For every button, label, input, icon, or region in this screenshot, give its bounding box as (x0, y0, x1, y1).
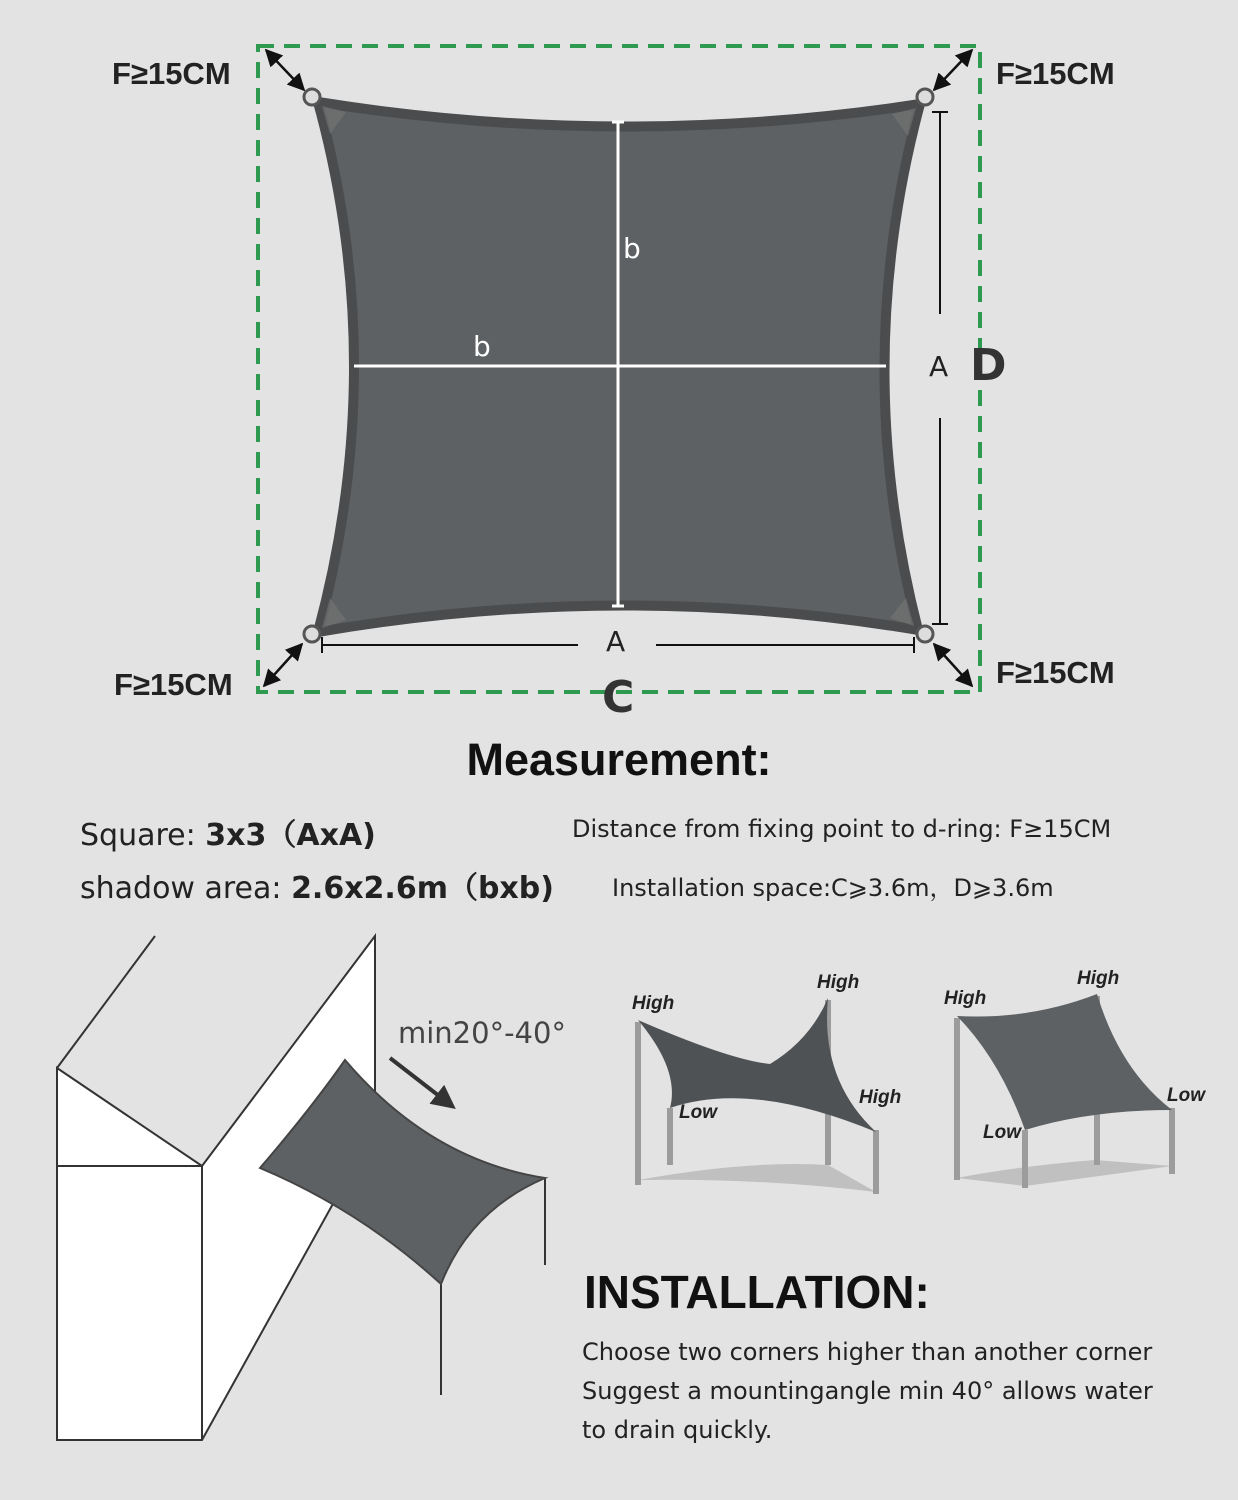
square-value: 3x3（AxA) (205, 818, 376, 853)
instruction-line: Choose two corners higher than another corner (582, 1338, 1153, 1366)
clearance-label-top-left: F≥15CM (112, 56, 231, 91)
clearance-label-bottom-left: F≥15CM (114, 667, 233, 702)
shade-vertical-label: b (623, 232, 641, 265)
d-ring-icon (917, 626, 933, 642)
d-ring-icon (304, 626, 320, 642)
installation-heading: INSTALLATION: (584, 1266, 930, 1318)
side-right-label: A (929, 350, 949, 383)
shadow-value: 2.6x2.6m（bxb) (291, 871, 554, 906)
pole2-low-label-2: Low (983, 1122, 1021, 1143)
shadow-label: shadow area: (80, 871, 282, 906)
installation-instructions (582, 1333, 1222, 1450)
instruction-line: Suggest a mountingangle min 40° allows water (582, 1377, 1153, 1405)
square-spec (80, 810, 376, 854)
d-ring-icon (304, 89, 320, 105)
square-label: Square: (80, 818, 196, 853)
distance-spec: Distance from fixing point to d-ring: F≥15CM (572, 815, 1112, 843)
pole2-high-label: High (944, 988, 987, 1009)
pole2-low-label: Low (1167, 1085, 1205, 1106)
pole1-high-label: High (632, 993, 675, 1014)
clearance-label-top-right: F≥15CM (996, 56, 1115, 91)
d-ring-icon (917, 89, 933, 105)
shadow-spec (80, 863, 554, 907)
clearance-label-bottom-right: F≥15CM (996, 655, 1115, 690)
instruction-line: to drain quickly. (582, 1416, 773, 1444)
install-width-label: C (602, 672, 635, 723)
space-spec: Installation space:C⩾3.6m，D⩾3.6m (612, 874, 1054, 902)
measurement-heading: Measurement: (466, 734, 772, 785)
hypar-sail-shape (638, 998, 876, 1132)
shade-horizontal-label: b (473, 330, 491, 363)
pole1-high-label-2: High (817, 972, 860, 993)
square-sail-shape (957, 994, 1172, 1130)
pole-mount-illustrations (600, 960, 1220, 1210)
angle-label: min20°-40° (398, 1016, 566, 1050)
install-depth-label: D (970, 340, 1007, 391)
pole1-high-label-3: High (859, 1087, 902, 1108)
pole1-low-label: Low (679, 1102, 717, 1123)
wall-mount-illustration (0, 920, 560, 1460)
side-bottom-label: A (606, 625, 626, 658)
pole2-high-label-2: High (1077, 968, 1120, 989)
sail-dimension-diagram (0, 0, 1238, 720)
